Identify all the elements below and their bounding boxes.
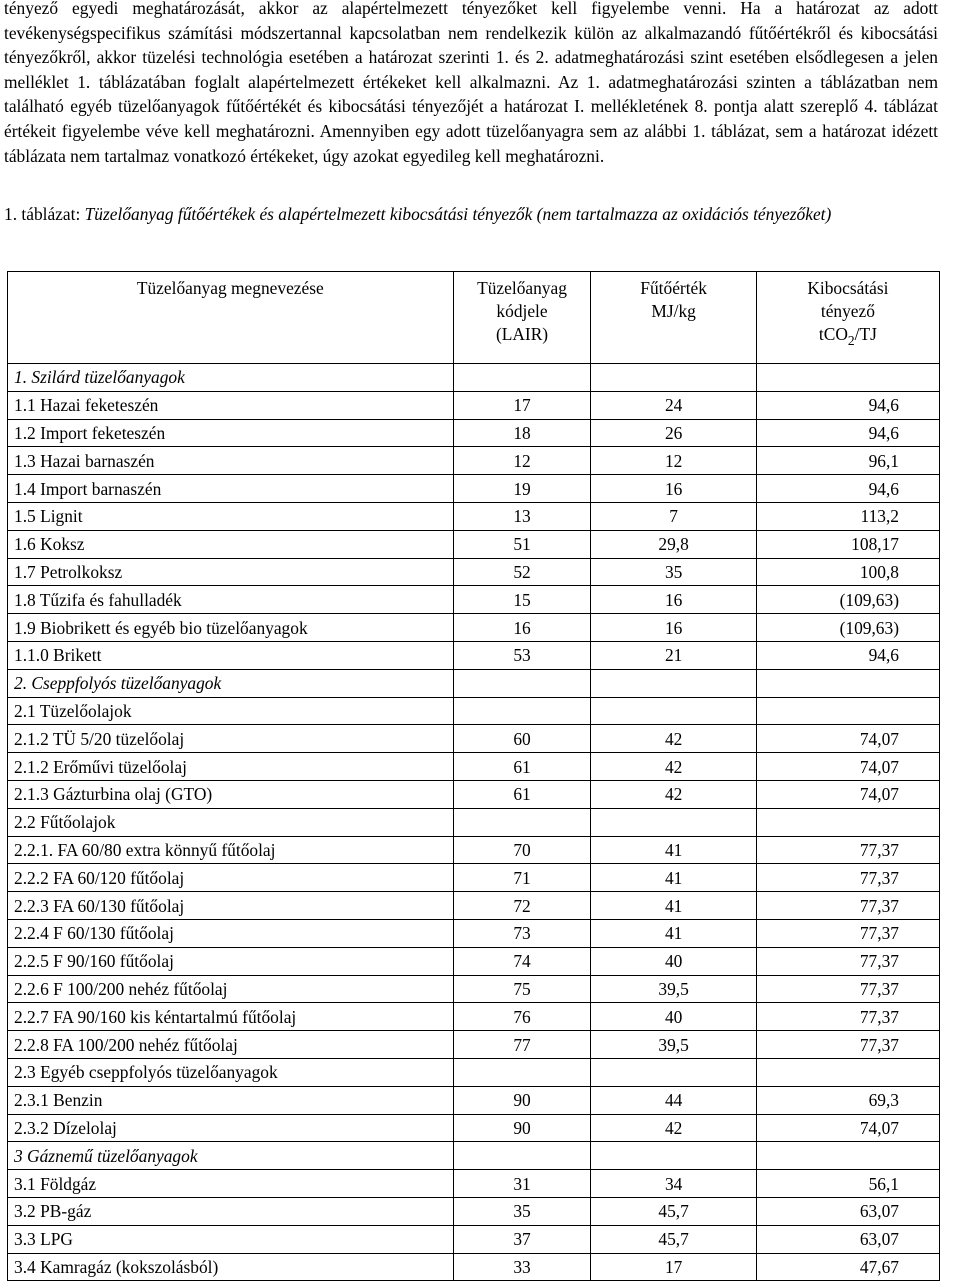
table-row: [8, 725, 940, 753]
heating-value-cell: [591, 808, 756, 836]
emission-factor-cell: 63,07: [756, 1225, 939, 1253]
header-emis-line3: [763, 323, 933, 346]
caption-prefix: 1. táblázat:: [4, 204, 85, 224]
emission-factor-cell: 74,07: [756, 780, 939, 808]
fuel-name-cell: 1.1.0 Brikett: [8, 641, 454, 669]
emission-factor-cell: 74,07: [756, 1114, 939, 1142]
heating-value-cell: [591, 1058, 756, 1086]
fuel-code-cell: [453, 697, 591, 725]
emission-factor-cell: [756, 1142, 939, 1170]
fuel-code-cell: 75: [453, 975, 591, 1003]
table-header-row: [8, 272, 940, 364]
fuel-code-cell: 90: [453, 1086, 591, 1114]
emission-factor-cell: 100,8: [756, 558, 939, 586]
heating-value-cell: 40: [591, 1003, 756, 1031]
table-body: [8, 364, 940, 1281]
table-row: [8, 697, 940, 725]
heating-value-cell: [591, 669, 756, 697]
emission-factor-cell: 113,2: [756, 502, 939, 530]
fuel-name-cell: 3.3 LPG: [8, 1225, 454, 1253]
table-row: [8, 780, 940, 808]
heating-value-cell: 16: [591, 614, 756, 642]
fuel-code-cell: 61: [453, 753, 591, 781]
fuel-name-cell: 2.2.4 F 60/130 fűtőolaj: [8, 919, 454, 947]
emission-factor-cell: 77,37: [756, 1031, 939, 1059]
fuel-code-cell: 37: [453, 1225, 591, 1253]
heating-value-cell: 45,7: [591, 1225, 756, 1253]
header-fuel-name: Tüzelőanyag megnevezése: [8, 272, 454, 364]
emission-factor-cell: [756, 1058, 939, 1086]
emission-factor-cell: 94,6: [756, 419, 939, 447]
emission-factor-cell: 77,37: [756, 947, 939, 975]
fuel-code-cell: 60: [453, 725, 591, 753]
fuel-name-cell: 1.1 Hazai feketeszén: [8, 391, 454, 419]
header-emission-factor: [756, 272, 939, 364]
fuel-code-cell: 51: [453, 530, 591, 558]
fuel-code-cell: 73: [453, 919, 591, 947]
fuel-name-cell: 2.2 Fűtőolajok: [8, 808, 454, 836]
emission-factor-cell: 94,6: [756, 391, 939, 419]
table-row: [8, 864, 940, 892]
emission-factor-cell: (109,63): [756, 614, 939, 642]
fuel-code-cell: 35: [453, 1197, 591, 1225]
fuel-code-cell: [453, 669, 591, 697]
heating-value-cell: [591, 364, 756, 392]
table-row: [8, 1197, 940, 1225]
fuel-code-cell: 15: [453, 586, 591, 614]
fuel-code-cell: [453, 364, 591, 392]
emission-factor-cell: [756, 364, 939, 392]
emission-factor-cell: 77,37: [756, 836, 939, 864]
heating-value-cell: 42: [591, 725, 756, 753]
emission-factor-cell: 47,67: [756, 1253, 939, 1281]
emission-factor-cell: 63,07: [756, 1197, 939, 1225]
table-row: [8, 558, 940, 586]
heating-value-cell: 42: [591, 1114, 756, 1142]
table-row: [8, 919, 940, 947]
emission-factor-cell: 94,6: [756, 475, 939, 503]
table-row: [8, 1225, 940, 1253]
fuel-name-cell: 1.4 Import barnaszén: [8, 475, 454, 503]
fuel-name-cell: 2.3.2 Dízelolaj: [8, 1114, 454, 1142]
fuel-code-cell: 74: [453, 947, 591, 975]
table-row: [8, 1170, 940, 1198]
emission-factor-cell: 96,1: [756, 447, 939, 475]
table-row: [8, 975, 940, 1003]
fuel-name-cell: 2.2.8 FA 100/200 nehéz fűtőolaj: [8, 1031, 454, 1059]
heating-value-cell: 17: [591, 1253, 756, 1281]
fuel-name-cell: 1.8 Tűzifa és fahulladék: [8, 586, 454, 614]
fuel-code-cell: [453, 1142, 591, 1170]
heating-value-cell: 39,5: [591, 975, 756, 1003]
fuel-code-cell: 90: [453, 1114, 591, 1142]
fuel-name-cell: 3.1 Földgáz: [8, 1170, 454, 1198]
table-row: [8, 641, 940, 669]
emission-factor-cell: [756, 669, 939, 697]
table-row: [8, 1058, 940, 1086]
header-emis-unit-sub: 2: [847, 332, 855, 348]
heating-value-cell: 44: [591, 1086, 756, 1114]
fuel-code-cell: 61: [453, 780, 591, 808]
heating-value-cell: 45,7: [591, 1197, 756, 1225]
heating-value-cell: [591, 1142, 756, 1170]
table-row: [8, 836, 940, 864]
table-row: [8, 475, 940, 503]
fuel-code-cell: 52: [453, 558, 591, 586]
table-section-row: [8, 1142, 940, 1170]
emission-factor-cell: 69,3: [756, 1086, 939, 1114]
fuel-code-cell: 72: [453, 892, 591, 920]
emission-factor-cell: 74,07: [756, 725, 939, 753]
table-row: [8, 1031, 940, 1059]
heating-value-cell: 24: [591, 391, 756, 419]
heating-value-cell: 7: [591, 502, 756, 530]
fuel-name-cell: 2. Cseppfolyós tüzelőanyagok: [8, 669, 454, 697]
fuel-name-cell: 3.4 Kamragáz (kokszolásból): [8, 1253, 454, 1281]
table-row: [8, 892, 940, 920]
fuel-name-cell: 2.2.7 FA 90/160 kis kéntartalmú fűtőolaj: [8, 1003, 454, 1031]
fuel-name-cell: 2.2.5 F 90/160 fűtőolaj: [8, 947, 454, 975]
fuel-name-cell: 2.1.3 Gázturbina olaj (GTO): [8, 780, 454, 808]
fuel-name-cell: 2.1.2 TÜ 5/20 tüzelőolaj: [8, 725, 454, 753]
fuel-name-cell: 3.2 PB-gáz: [8, 1197, 454, 1225]
table-row: [8, 1114, 940, 1142]
emission-factor-cell: 77,37: [756, 1003, 939, 1031]
fuel-code-cell: 76: [453, 1003, 591, 1031]
heating-value-cell: 41: [591, 892, 756, 920]
table-caption: [4, 202, 938, 227]
fuel-code-cell: 16: [453, 614, 591, 642]
emission-factor-cell: 77,37: [756, 864, 939, 892]
fuel-name-cell: 2.3.1 Benzin: [8, 1086, 454, 1114]
heating-value-cell: 35: [591, 558, 756, 586]
fuel-name-cell: 2.1 Tüzelőolajok: [8, 697, 454, 725]
heating-value-cell: 39,5: [591, 1031, 756, 1059]
fuel-name-cell: 3 Gáznemű tüzelőanyagok: [8, 1142, 454, 1170]
header-emis-line1: Kibocsátási: [807, 278, 889, 298]
fuel-code-cell: 31: [453, 1170, 591, 1198]
heating-value-cell: 16: [591, 586, 756, 614]
table-row: [8, 1086, 940, 1114]
emission-factor-cell: 77,37: [756, 919, 939, 947]
fuel-name-cell: 2.2.2 FA 60/120 fűtőolaj: [8, 864, 454, 892]
fuel-code-cell: 17: [453, 391, 591, 419]
table-row: [8, 391, 940, 419]
fuel-code-cell: [453, 808, 591, 836]
caption-title: Tüzelőanyag fűtőértékek és alapértelmezett kibocsátási tényezők (nem tartalmazza az oxidációs tényezőket): [84, 204, 832, 224]
fuel-name-cell: 2.2.1. FA 60/80 extra könnyű fűtőolaj: [8, 836, 454, 864]
heating-value-cell: 26: [591, 419, 756, 447]
fuel-code-cell: [453, 1058, 591, 1086]
fuel-name-cell: 1.9 Biobrikett és egyéb bio tüzelőanyagok: [8, 614, 454, 642]
fuel-code-cell: 18: [453, 419, 591, 447]
header-fuel-code: [453, 272, 591, 364]
fuel-name-cell: 2.2.6 F 100/200 nehéz fűtőolaj: [8, 975, 454, 1003]
emission-factor-cell: 74,07: [756, 753, 939, 781]
emission-factor-cell: [756, 808, 939, 836]
table-row: [8, 530, 940, 558]
table-row: [8, 502, 940, 530]
emission-factor-cell: 108,17: [756, 530, 939, 558]
heating-value-cell: 40: [591, 947, 756, 975]
fuel-code-cell: 53: [453, 641, 591, 669]
fuel-name-cell: 1.3 Hazai barnaszén: [8, 447, 454, 475]
emission-factor-cell: 94,6: [756, 641, 939, 669]
emission-factor-cell: 77,37: [756, 892, 939, 920]
header-code-line3: (LAIR): [495, 323, 549, 344]
intro-paragraph: tényező egyedi meghatározását, akkor az alapértelmezett tényezőket kell figyelembe venni. Ha a határozat az adott tevékenységspecifikus számítási módszertannal kapcsolatban nem rendelkezik külön az alkalmazandó fűtőértékről és kibocsátási tényezőkről, akkor tüzelési technológia esetében a határozat szerinti 1. és 2. adatmeghatározási szint esetében elsődlegesen a jelen melléklet 1. táblázatában foglalt alapértelmezett értékeket kell alkalmazni. Az 1. adatmeghatározási szinten a táblázatban nem található egyéb tüzelőanyagok fűtőértékét és kibocsátási tényezőjét a határozat I. mellékletének 8. pontja alatt szereplő 4. táblázat értékeit figyelembe véve kell meghatározni. Amennyiben egy adott tüzelőanyagra sem az alábbi 1. táblázat, sem a határozat idézett táblázata nem tartalmaz vonatkozó értékeket, úgy azokat egyedileg kell meghatározni.: [4, 0, 938, 166]
table-row: [8, 947, 940, 975]
fuel-name-cell: 2.1.2 Erőművi tüzelőolaj: [8, 753, 454, 781]
fuel-code-cell: 70: [453, 836, 591, 864]
heating-value-cell: 34: [591, 1170, 756, 1198]
header-emis-line2: tényező: [820, 300, 875, 321]
header-emis-unit-pre: tCO: [818, 323, 848, 344]
emission-factor-cell: (109,63): [756, 586, 939, 614]
heating-value-cell: 16: [591, 475, 756, 503]
fuel-table: [7, 271, 940, 1281]
fuel-code-cell: 19: [453, 475, 591, 503]
header-heating-value: [591, 272, 756, 364]
emission-factor-cell: 77,37: [756, 975, 939, 1003]
header-heat-line2: MJ/kg: [651, 300, 696, 321]
table-row: [8, 808, 940, 836]
table-row: [8, 419, 940, 447]
heating-value-cell: 21: [591, 641, 756, 669]
heating-value-cell: 29,8: [591, 530, 756, 558]
fuel-code-cell: 33: [453, 1253, 591, 1281]
fuel-name-cell: 1.5 Lignit: [8, 502, 454, 530]
heating-value-cell: 42: [591, 780, 756, 808]
fuel-code-cell: 12: [453, 447, 591, 475]
heating-value-cell: 42: [591, 753, 756, 781]
emission-factor-cell: 56,1: [756, 1170, 939, 1198]
fuel-name-cell: 2.3 Egyéb cseppfolyós tüzelőanyagok: [8, 1058, 454, 1086]
heating-value-cell: 41: [591, 864, 756, 892]
heating-value-cell: 41: [591, 919, 756, 947]
fuel-name-cell: 1.7 Petrolkoksz: [8, 558, 454, 586]
header-code-line2: kódjele: [496, 300, 548, 321]
table-row: [8, 1003, 940, 1031]
emission-factor-cell: [756, 697, 939, 725]
table-row: [8, 447, 940, 475]
header-code-line1: Tüzelőanyag: [477, 278, 567, 298]
fuel-name-cell: 1. Szilárd tüzelőanyagok: [8, 364, 454, 392]
heating-value-cell: 12: [591, 447, 756, 475]
table-row: [8, 586, 940, 614]
table-row: [8, 614, 940, 642]
fuel-code-cell: 13: [453, 502, 591, 530]
header-heat-line1: Fűtőérték: [640, 278, 707, 298]
header-emis-unit-post: /TJ: [854, 323, 877, 344]
table-row: [8, 753, 940, 781]
heating-value-cell: 41: [591, 836, 756, 864]
heating-value-cell: [591, 697, 756, 725]
table-section-row: [8, 364, 940, 392]
fuel-code-cell: 71: [453, 864, 591, 892]
fuel-name-cell: 1.2 Import feketeszén: [8, 419, 454, 447]
table-section-row: [8, 669, 940, 697]
fuel-name-cell: 1.6 Koksz: [8, 530, 454, 558]
fuel-code-cell: 77: [453, 1031, 591, 1059]
fuel-name-cell: 2.2.3 FA 60/130 fűtőolaj: [8, 892, 454, 920]
